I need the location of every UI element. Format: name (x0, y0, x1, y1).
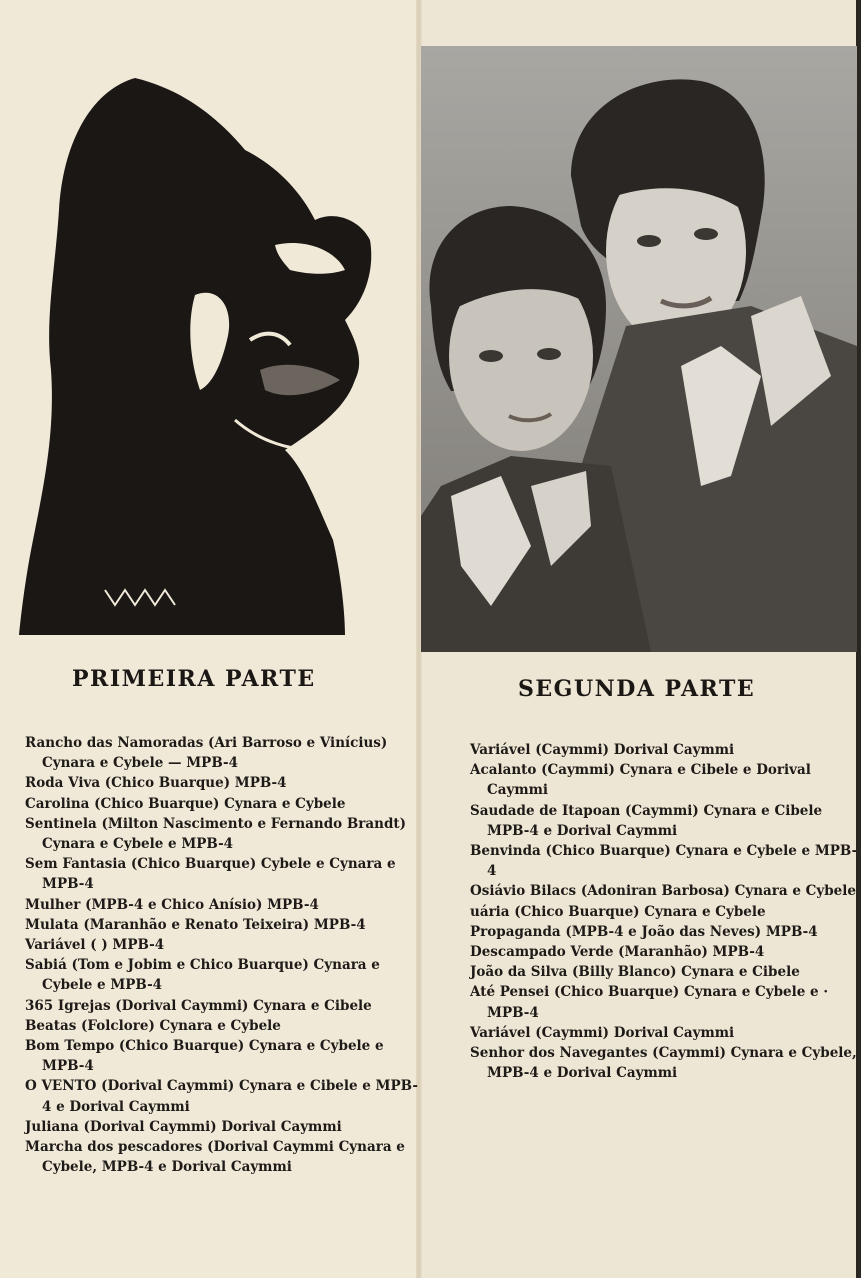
photo-cynara-e-cybele (421, 46, 857, 652)
list-item: Acalanto (Caymmi) Cynara e Cibele e Dorival Caymmi (470, 762, 811, 799)
heading-primeira-parte: PRIMEIRA PARTE (72, 666, 316, 692)
list-item: Sabiá (Tom e Jobim e Chico Buarque) Cynara e Cybele e MPB-4 (25, 957, 380, 994)
portrait-dorival-caymmi (15, 70, 385, 640)
list-item: Senhor dos Navegantes (Caymmi) Cynara e Cybele, MPB-4 e Dorival Caymmi (470, 1045, 857, 1082)
list-item: Propaganda (MPB-4 e João das Neves) MPB-4 (470, 923, 818, 940)
list-item: Benvinda (Chico Buarque) Cynara e Cybele e MPB-4 (470, 843, 858, 880)
program-list-segunda-parte (470, 740, 860, 1083)
list-item: João da Silva (Billy Blanco) Cynara e Cibele (470, 964, 800, 981)
list-item: Marcha dos pescadores (Dorival Caymmi Cynara e Cybele, MPB-4 e Dorival Caymmi (25, 1139, 405, 1176)
list-item: Roda Viva (Chico Buarque) MPB-4 (25, 775, 287, 792)
list-item: Rancho das Namoradas (Ari Barroso e Vinícius) Cynara e Cybele — MPB-4 (25, 735, 388, 772)
list-item: Sem Fantasia (Chico Buarque) Cybele e Cynara e MPB-4 (25, 856, 396, 893)
list-item: uária (Chico Buarque) Cynara e Cybele (470, 903, 766, 920)
list-item: Até Pensei (Chico Buarque) Cynara e Cybele e · MPB-4 (470, 984, 829, 1021)
list-item: Osiávio Bilacs (Adoniran Barbosa) Cynara e Cybele (470, 883, 856, 900)
list-item: Mulher (MPB-4 e Chico Anísio) MPB-4 (25, 896, 319, 913)
list-item: Sentinela (Milton Nascimento e Fernando Brandt) Cynara e Cybele e MPB-4 (25, 815, 407, 853)
heading-segunda-parte: SEGUNDA PARTE (518, 676, 756, 702)
list-item: Variável (Caymmi) Dorival Caymmi (470, 742, 735, 758)
list-item: 365 Igrejas (Dorival Caymmi) Cynara e Cibele (25, 997, 372, 1014)
list-item: Mulata (Maranhão e Renato Teixeira) MPB-4 (25, 916, 366, 933)
list-item: Bom Tempo (Chico Buarque) Cynara e Cybele e MPB-4 (25, 1038, 384, 1075)
list-item: Variável (Caymmi) Dorival Caymmi (470, 1024, 735, 1041)
list-item: Variável ( ) MPB-4 (25, 937, 165, 954)
list-item: O VENTO (Dorival Caymmi) Cynara e Cibele e MPB-4 e Dorival Caymmi (25, 1078, 418, 1115)
list-item: Descampado Verde (Maranhão) MPB-4 (470, 944, 765, 961)
list-item: Beatas (Folclore) Cynara e Cybele (25, 1017, 281, 1034)
list-item: Juliana (Dorival Caymmi) Dorival Caymmi (25, 1118, 342, 1135)
program-list-primeira-parte (25, 733, 421, 1177)
list-item: Saudade de Itapoan (Caymmi) Cynara e Cibele MPB-4 e Dorival Caymmi (470, 802, 823, 839)
list-item: Carolina (Chico Buarque) Cynara e Cybele (25, 795, 346, 812)
